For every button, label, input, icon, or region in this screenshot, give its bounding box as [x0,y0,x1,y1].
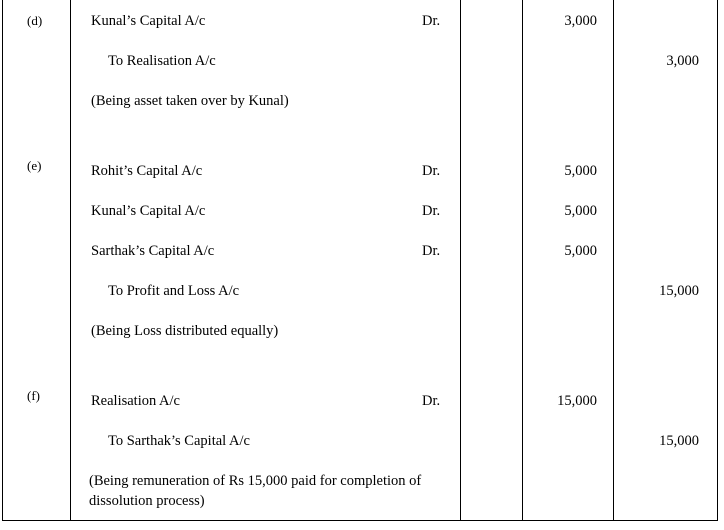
table-border-bottom [2,520,718,521]
account-name: To Realisation A/c [108,53,216,69]
narration: (Being asset taken over by Kunal) [91,93,289,109]
table-border-left [2,0,3,521]
table-border-right [717,0,718,521]
column-divider-particulars [460,0,461,521]
account-name: To Profit and Loss A/c [108,283,240,299]
account-name: Sarthak’s Capital A/c [91,243,215,259]
debit-marker: Dr. [422,163,441,179]
entry-label: (e) [27,158,42,173]
account-name: Kunal’s Capital A/c [91,203,206,219]
debit-amount: 5,000 [564,243,597,259]
credit-amount: 15,000 [659,283,699,299]
column-divider-lf [522,0,523,521]
debit-marker: Dr. [422,203,441,219]
account-name: Realisation A/c [91,393,180,409]
debit-amount: 15,000 [557,393,597,409]
debit-marker: Dr. [422,243,441,259]
entry-label: (d) [27,13,43,28]
debit-amount: 5,000 [564,163,597,179]
debit-marker: Dr. [422,393,441,409]
column-divider-debit [613,0,614,521]
account-name: To Sarthak’s Capital A/c [108,433,250,449]
debit-amount: 5,000 [564,203,597,219]
credit-amount: 3,000 [666,53,699,69]
narration: (Being remuneration of Rs 15,000 paid for completion of dissolution process) [89,473,422,509]
account-name: Rohit’s Capital A/c [91,163,203,179]
column-divider-date [70,0,71,521]
debit-amount: 3,000 [564,13,597,29]
narration: (Being Loss distributed equally) [91,323,279,339]
entry-label: (f) [27,388,40,403]
account-name: Kunal’s Capital A/c [91,13,206,29]
credit-amount: 15,000 [659,433,699,449]
debit-marker: Dr. [422,13,441,29]
